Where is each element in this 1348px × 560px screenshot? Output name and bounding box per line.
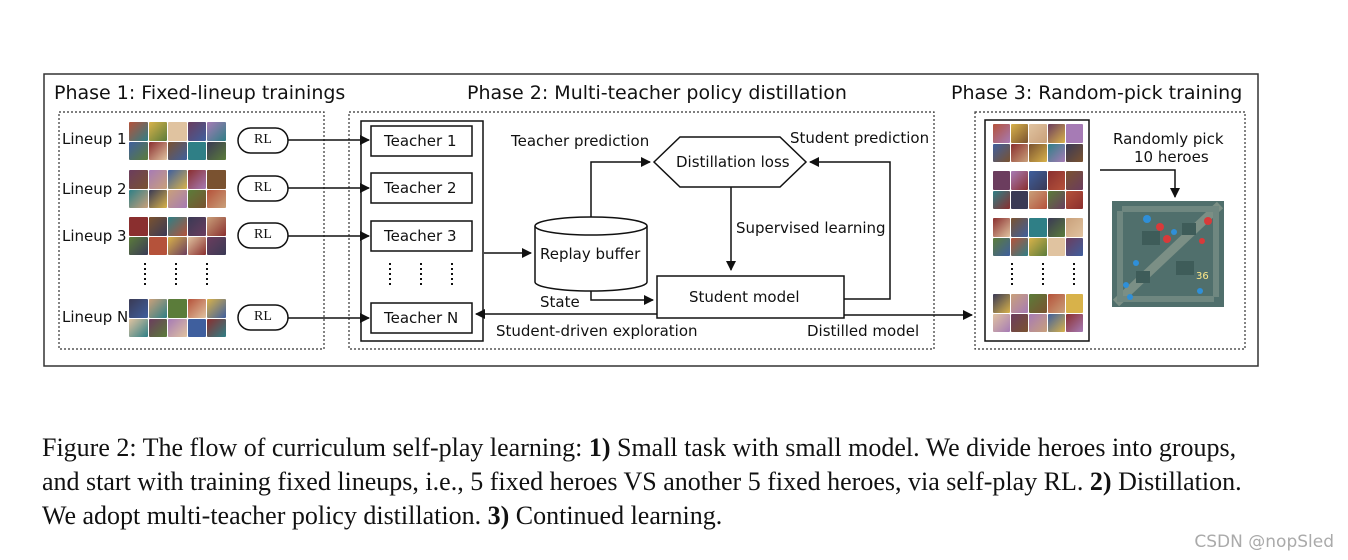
hero-portrait [1011,238,1028,257]
teacher-2-label: Teacher 2 [384,179,457,197]
hero-portrait [129,142,148,161]
hero-portrait [129,237,148,256]
hero-portrait [207,237,226,256]
hero-portrait [168,237,187,256]
hero-portrait [1011,124,1028,143]
phase2-title: Phase 2: Multi-teacher policy distillation [467,82,847,104]
hero-portrait [149,299,168,318]
caption-step-3-text: Continued learning. [509,501,723,530]
hero-portrait [207,190,226,209]
hero-portrait [1066,314,1083,333]
hero-portrait [1066,294,1083,313]
hero-portrait [129,319,148,338]
rl-label-n: RL [254,309,272,324]
hero-portrait [1048,314,1065,333]
replay-buffer-label: Replay buffer [540,245,641,263]
hero-portrait [1048,294,1065,313]
hero-portrait [993,171,1010,190]
rl-label-2: RL [254,180,272,195]
caption-prefix: Figure 2: The flow of curriculum self-play learning: [42,433,589,462]
hero-portrait [1029,144,1046,163]
hero-portrait [1029,314,1046,333]
hero-portrait [1066,218,1083,237]
student-driven-exploration-label: Student-driven exploration [496,322,698,340]
hero-portrait [149,319,168,338]
hero-portrait [1029,124,1046,143]
student-prediction-label: Student prediction [790,129,930,147]
lineup-2-label: Lineup 2 [62,180,127,198]
phase3-title: Phase 3: Random-pick training [951,82,1243,104]
student-model-label: Student model [689,288,800,306]
randomly-pick-label: Randomly pick [1113,130,1224,148]
hero-portrait [1066,191,1083,210]
minimap-number: 36 [1196,271,1209,282]
hero-portrait [129,299,148,318]
teacher-1-label: Teacher 1 [384,132,457,150]
supervised-learning-label: Supervised learning [736,219,886,237]
hero-portrait [149,170,168,189]
hero-portrait [207,142,226,161]
hero-portrait [993,124,1010,143]
minimap-graphic [1112,201,1224,307]
hero-portrait [1048,238,1065,257]
phase3-lineup-n-heroes [993,294,1083,332]
hero-portrait [207,170,226,189]
hero-portrait [1011,144,1028,163]
hero-portrait [1048,124,1065,143]
teacher-prediction-label: Teacher prediction [511,132,650,150]
hero-portrait [207,319,226,338]
hero-portrait [993,144,1010,163]
teacher-n-label: Teacher N [384,309,459,327]
phase1-title: Phase 1: Fixed-lineup trainings [54,82,346,104]
rl-label-3: RL [254,227,272,242]
distilled-model-label: Distilled model [807,322,920,340]
watermark: CSDN @nopSled [1194,532,1334,552]
hero-portrait [993,191,1010,210]
hero-portrait [993,314,1010,333]
hero-portrait [1011,171,1028,190]
hero-portrait [149,237,168,256]
hero-portrait [993,238,1010,257]
hero-portrait [1048,144,1065,163]
hero-portrait [168,142,187,161]
hero-portrait [1066,238,1083,257]
hero-portrait [168,190,187,209]
hero-portrait [1029,238,1046,257]
hero-portrait [168,122,187,141]
lineup-n-heroes [129,299,226,337]
game-minimap [1112,201,1224,307]
hero-portrait [1029,294,1046,313]
lineup-1-heroes [129,122,226,160]
teacher-3-label: Teacher 3 [384,227,457,245]
hero-portrait [207,122,226,141]
hero-portrait [1066,124,1083,143]
hero-portrait [168,217,187,236]
hero-portrait [1029,218,1046,237]
hero-portrait [149,190,168,209]
lineup-2-heroes [129,170,226,208]
hero-portrait [168,170,187,189]
hero-portrait [207,217,226,236]
ten-heroes-label: 10 heroes [1134,148,1209,166]
hero-portrait [188,217,207,236]
hero-portrait [188,319,207,338]
hero-portrait [188,190,207,209]
hero-portrait [1011,294,1028,313]
hero-portrait [1048,191,1065,210]
hero-portrait [1066,144,1083,163]
hero-portrait [1066,171,1083,190]
hero-portrait [207,299,226,318]
caption-step-1-number: 1) [588,433,611,462]
phase3-lineup-2-heroes [993,171,1083,209]
hero-portrait [149,122,168,141]
hero-portrait [188,142,207,161]
hero-portrait [1011,218,1028,237]
hero-portrait [1029,171,1046,190]
hero-portrait [129,190,148,209]
lineup-3-label: Lineup 3 [62,227,127,245]
hero-portrait [188,170,207,189]
hero-portrait [168,319,187,338]
hero-portrait [129,170,148,189]
caption-step-2-text: Distillation. We adopt multi-teacher policy distillation. [42,467,1242,530]
hero-portrait [1011,314,1028,333]
hero-portrait [129,122,148,141]
figure-caption [42,431,1272,533]
hero-portrait [1048,218,1065,237]
hero-portrait [188,122,207,141]
hero-portrait [188,299,207,318]
hero-portrait [149,142,168,161]
hero-portrait [188,237,207,256]
lineup-n-label: Lineup N [62,308,129,326]
caption-step-3-number: 3) [487,501,510,530]
rl-label-1: RL [254,132,272,147]
lineup-1-label: Lineup 1 [62,130,127,148]
caption-step-1-text: Small task with small model. We divide heroes into groups, and start with training fixed lineups, i.e., 5 fixed heroes VS another 5 fixed heroes, via self-play RL. [42,433,1237,496]
hero-portrait [1029,191,1046,210]
hero-portrait [1011,191,1028,210]
hero-portrait [129,217,148,236]
state-label: State [540,293,580,311]
phase3-lineup-3-heroes [993,218,1083,256]
hero-portrait [993,294,1010,313]
distillation-loss-label: Distillation loss [676,153,790,171]
hero-portrait [993,218,1010,237]
caption-step-2-number: 2) [1089,467,1112,496]
hero-portrait [168,299,187,318]
lineup-3-heroes [129,217,226,255]
hero-portrait [1048,171,1065,190]
phase3-lineup-1-heroes [993,124,1083,162]
hero-portrait [149,217,168,236]
